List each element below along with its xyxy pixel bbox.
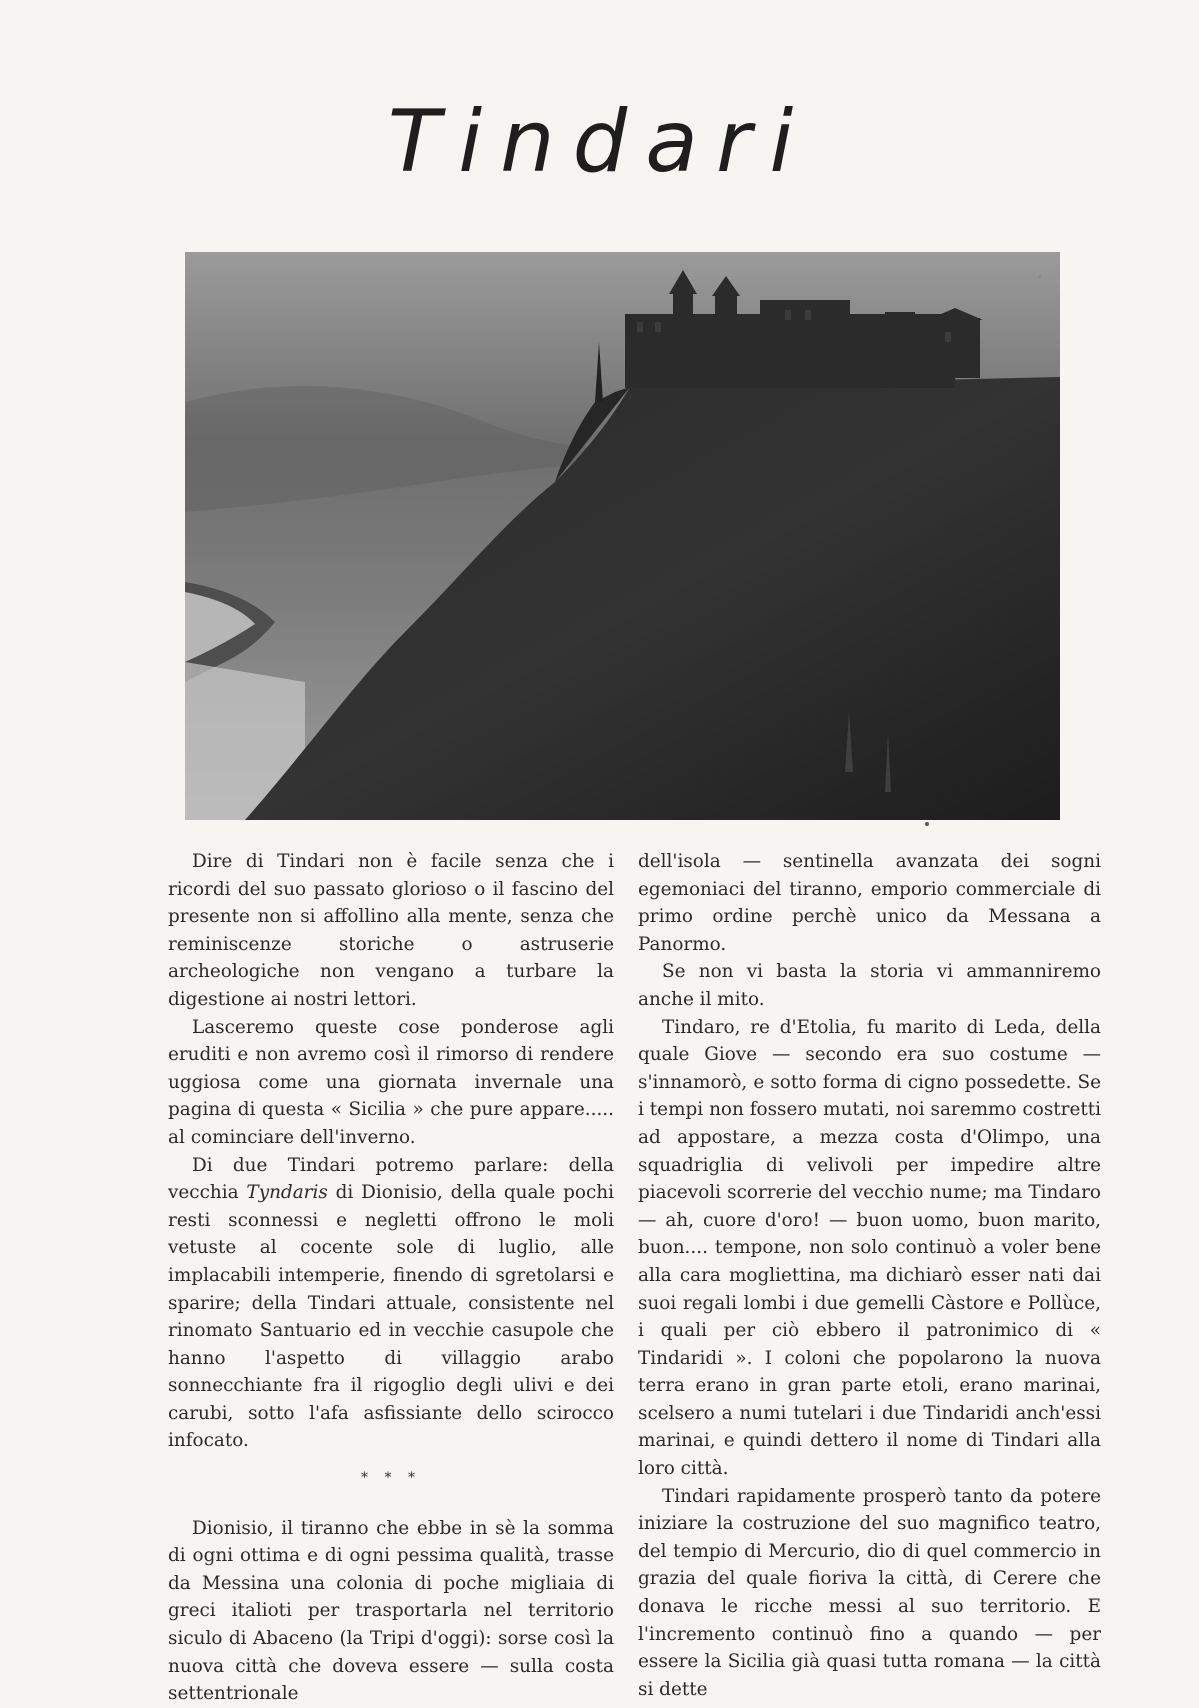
- paragraph: Dire di Tindari non è facile senza che i ricordi del suo passato glorioso o il fascino del presente non si affollino alla mente, senza che reminiscenze storiche o astruserie archeologiche non vengano a turbare la digestione ai nostri lettori.: [168, 851, 614, 1010]
- italic-term: Tyndaris: [246, 1182, 328, 1204]
- section-separator: * * *: [361, 1470, 421, 1487]
- print-speck: [1038, 275, 1041, 278]
- paragraph-text: di Dionisio, della quale pochi resti sconnessi e negletti offrono le moli vetuste al cocente sole di luglio, alle implacabili intemperie, finendo di sgretolarsi e sparire; della Tindari attuale, consistente nel rinomato Santuario ed in vecchie casupole che hanno l'aspetto di villaggio arabo sonnecchiante fra il rigoglio degli ulivi e dei carubi, sotto l'afa asfissiante dello scirocco infocato.: [168, 1182, 614, 1452]
- article-title: Tindari: [387, 92, 812, 192]
- paragraph: Dionisio, il tiranno che ebbe in sè la somma di ogni ottima e di ogni pessima qualità, trasse da Messina una colonia di poche migliaia di greci italioti per trasportarla nel territorio siculo di Abaceno (la Tripi d'oggi): sorse così la nuova città che doveva essere — sulla costa settentrionale: [168, 1517, 614, 1705]
- sanctuary-photo: [185, 252, 1060, 820]
- paragraph-text: Di due Tindari potremo parlare: della vecchia: [168, 1154, 614, 1204]
- paragraph: Lasceremo queste cose ponderose agli eruditi e non avremo così il rimorso di rendere uggiosa come una giornata invernale una pagina di questa « Sicilia » che pure appare..... al cominciare dell'inverno.: [168, 1016, 614, 1148]
- paragraph: Se non vi basta la storia vi ammanniremo anche il mito.: [638, 961, 1101, 1010]
- paragraph: Tindaro, re d'Etolia, fu marito di Leda, della quale Giove — secondo era suo costume — s'innamorò, e sotto forma di cigno possedette. Se i tempi non fossero mutati, noi saremmo costretti ad appostare, a mezza costa d'Olimpo, una squadriglia di velivoli per impedire altre piacevoli scorrerie del vecchio nume; ma Tindaro — ah, cuore d'oro! — buon uomo, buon marito, buon.... tempone, non solo continuò a voler bene alla cara mogliettina, ma dichiarò esser nati dai suoi regali lombi i due gemelli Càstore e Pollùce, i quali per ciò ebbero il patronimico di « Tindaridi ». I coloni che popolarono la nuova terra erano in gran parte etoli, erano marinai, scelsero a numi tutelari i due Tindaridi anch'essi marinai, e quindi dettero il nome di Tindari alla loro città.: [638, 1016, 1101, 1480]
- paragraph: Tindari rapidamente prosperò tanto da potere iniziare la costruzione del suo magnifico teatro, del tempio di Mercurio, dio di quel commercio in grazia del quale fioriva la città, di Cerere che donava le ricche messi al suo territorio. E l'incremento continuò fino a quando — per essere la Sicilia già quasi tutta romana — la città si dette: [638, 1485, 1101, 1700]
- print-speck: [925, 822, 929, 826]
- article-column-right: [638, 848, 1101, 1703]
- paragraph: dell'isola — sentinella avanzata dei sogni egemoniaci del tiranno, emporio commerciale di primo ordine perchè unico da Messana a Panormo.: [638, 851, 1101, 955]
- sanctuary-photo-drawing: [185, 252, 1060, 820]
- paragraph: [168, 1152, 614, 1456]
- article-column-left: [168, 848, 614, 1708]
